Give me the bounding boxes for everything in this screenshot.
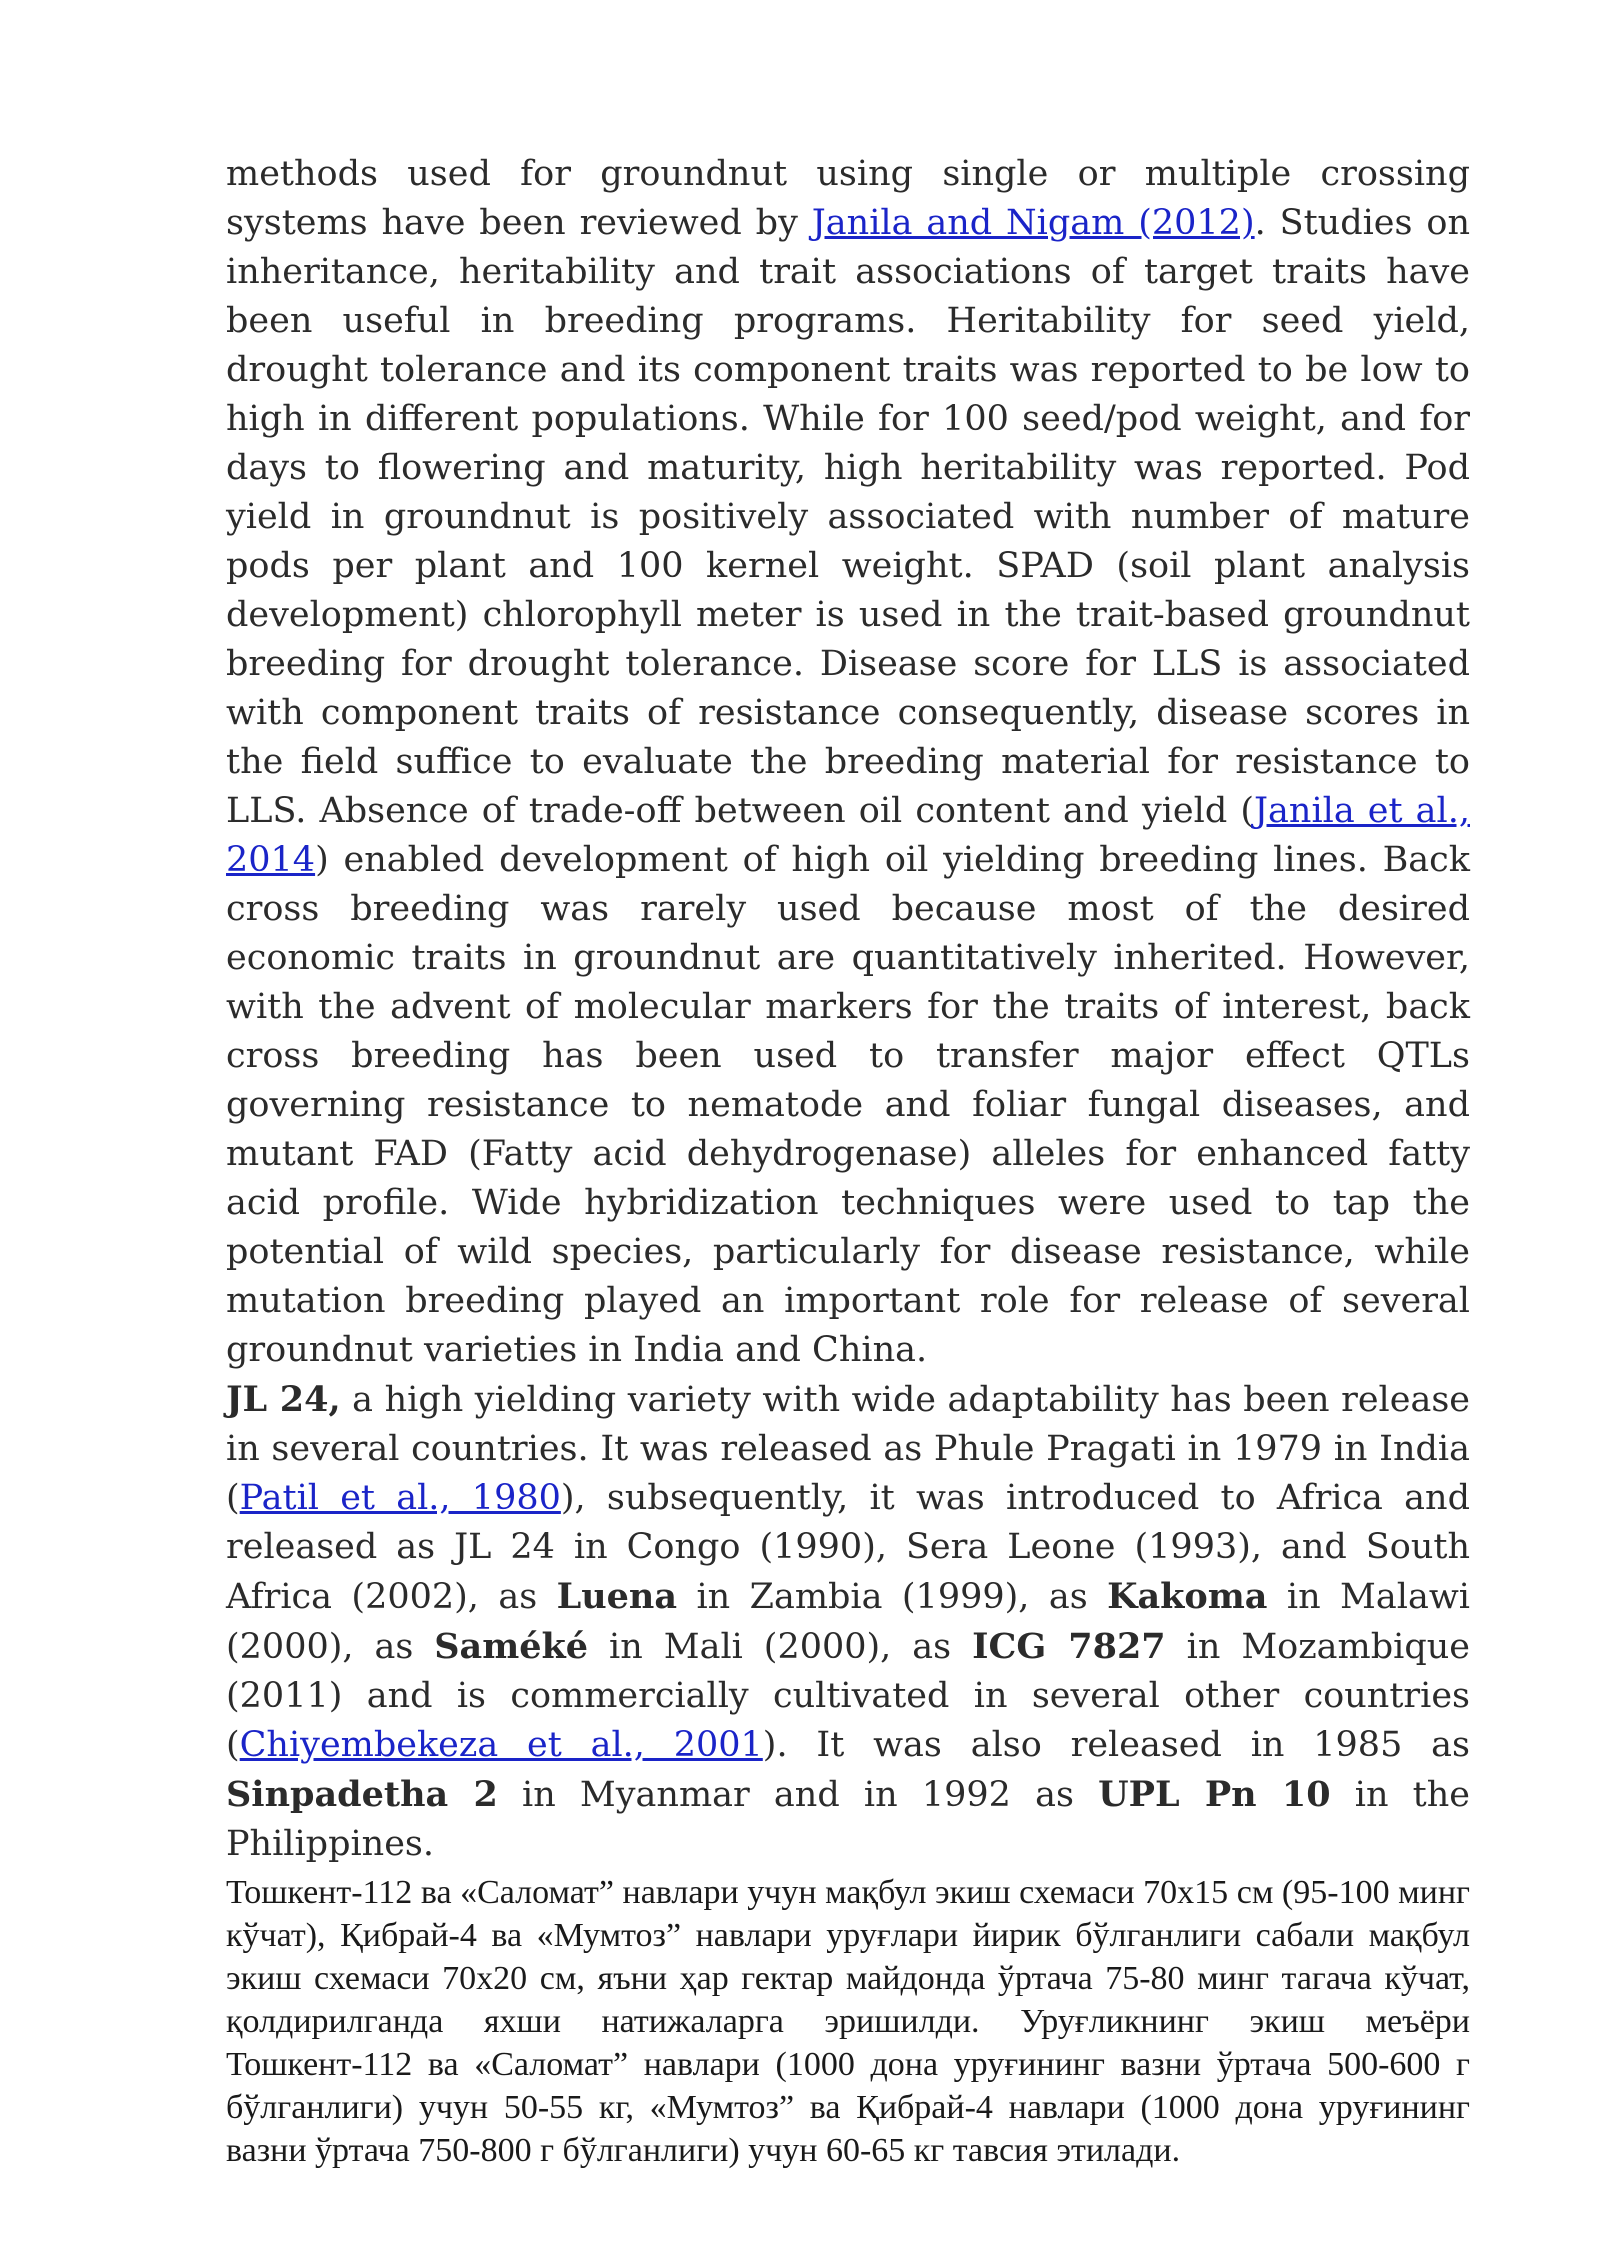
bold-variety-sinpadetha2: Sinpadetha 2 [226,1774,498,1815]
bold-variety-jl24: JL 24, [226,1379,341,1420]
text-span: a high yielding variety with wide adaptability has been release in several countries. It was released as Phule Pragati in 1979 in India ( [226,1380,1470,1518]
text-span: in Malawi (2000), as [226,1577,1470,1667]
text-span: ) enabled development of high oil yielding breeding lines. Back cross breeding was rarely used because most of the desired economic traits in groundnut are quantitatively inherited. However, with the advent of molecular markers for the traits of interest, back cross breeding has been used to transfer major effect QTLs governing resistance to nematode and foliar fungal diseases, and mutant FAD (Fatty acid dehydrogenase) alleles for enhanced fatty acid profile. Wide hybridization techniques were used to tap the potential of wild species, particularly for disease resistance, while mutation breeding played an important role for release of several groundnut varieties in India and China. [226,840,1470,1370]
citation-link-patil-1980[interactable]: Patil et al., 1980 [239,1478,561,1518]
text-span: ), subsequently, it was introduced to Africa and released as JL 24 in Congo (1990), Sera Leone (1993), and South Africa (2002), as [226,1478,1470,1617]
text-span: methods used for groundnut using single or multiple crossing systems have been reviewed by [226,154,1470,243]
citation-link-janila-nigam-2012[interactable]: Janila and Nigam (2012) [811,203,1255,243]
citation-link-chiyembekeza-2001[interactable]: Chiyembekeza et al., 2001 [239,1725,763,1765]
text-span: in Zambia (1999), as [677,1577,1108,1617]
bold-variety-luena: Luena [556,1576,678,1617]
text-span: . Studies on inheritance, heritability and trait associations of target traits have been useful in breeding programs. Heritability for seed yield, drought tolerance and its component traits was reported to be low to high in different populations. While for 100 seed/pod weight, and for days to flowering and maturity, high heritability was reported. Pod yield in groundnut is positively associated with number of mature pods per plant and 100 kernel weight. SPAD (soil plant analysis development) chlorophyll meter is used in the trait-based groundnut breeding for drought tolerance. Disease score for LLS is associated with component traits of resistance consequently, disease scores in the field suffice to evaluate the breeding material for resistance to LLS. Absence of trade-off between oil content and yield ( [226,203,1470,831]
paragraph-uzbek-sowing-scheme: Тошкент-112 ва «Саломат” навлари учун мақбул экиш схемаси 70x15 см (95-100 минг кўчат), Қибрай-4 ва «Мумтоз” навлари уруғлари йирик бўлганлиги сабали мақбул экиш схемаси 70x20 см, яъни ҳар гектар майдонда ўртача 75-80 минг тагача кўчат, қолдирилганда яхши натижаларга эришилди. Уруғликнинг экиш меъёри Тошкент-112 ва «Саломат” навлари (1000 дона уруғининг вазни ўртача 500-600 г бўлганлиги) учун 50-55 кг, «Мумтоз” ва Қибрай-4 навлари (1000 дона уруғининг вазни ўртача 750-800 г бўлганлиги) учун 60-65 кг тавсия этилади. [226,1874,1470,2169]
text-span: ). It was also released in 1985 as [762,1725,1470,1765]
citation-link-janila-2014[interactable]: Janila et al., 2014 [226,791,1470,880]
text-span: in Mali (2000), as [588,1627,973,1667]
document-page [226,150,1470,2172]
paragraph-breeding-methods [226,150,1470,1375]
bold-variety-uplpn10: UPL Pn 10 [1098,1774,1331,1815]
text-span: in Mozambique (2011) and is commercially cultivated in several other countries ( [226,1627,1470,1765]
text-span: in Myanmar and in 1992 as [497,1775,1099,1815]
text-span: in the Philippines. [226,1775,1470,1864]
paragraph-jl24-variety [226,1375,1470,1869]
bold-variety-kakoma: Kakoma [1107,1576,1268,1617]
bold-variety-sameke: Saméké [434,1626,589,1667]
bold-variety-icg7827: ICG 7827 [972,1626,1166,1667]
